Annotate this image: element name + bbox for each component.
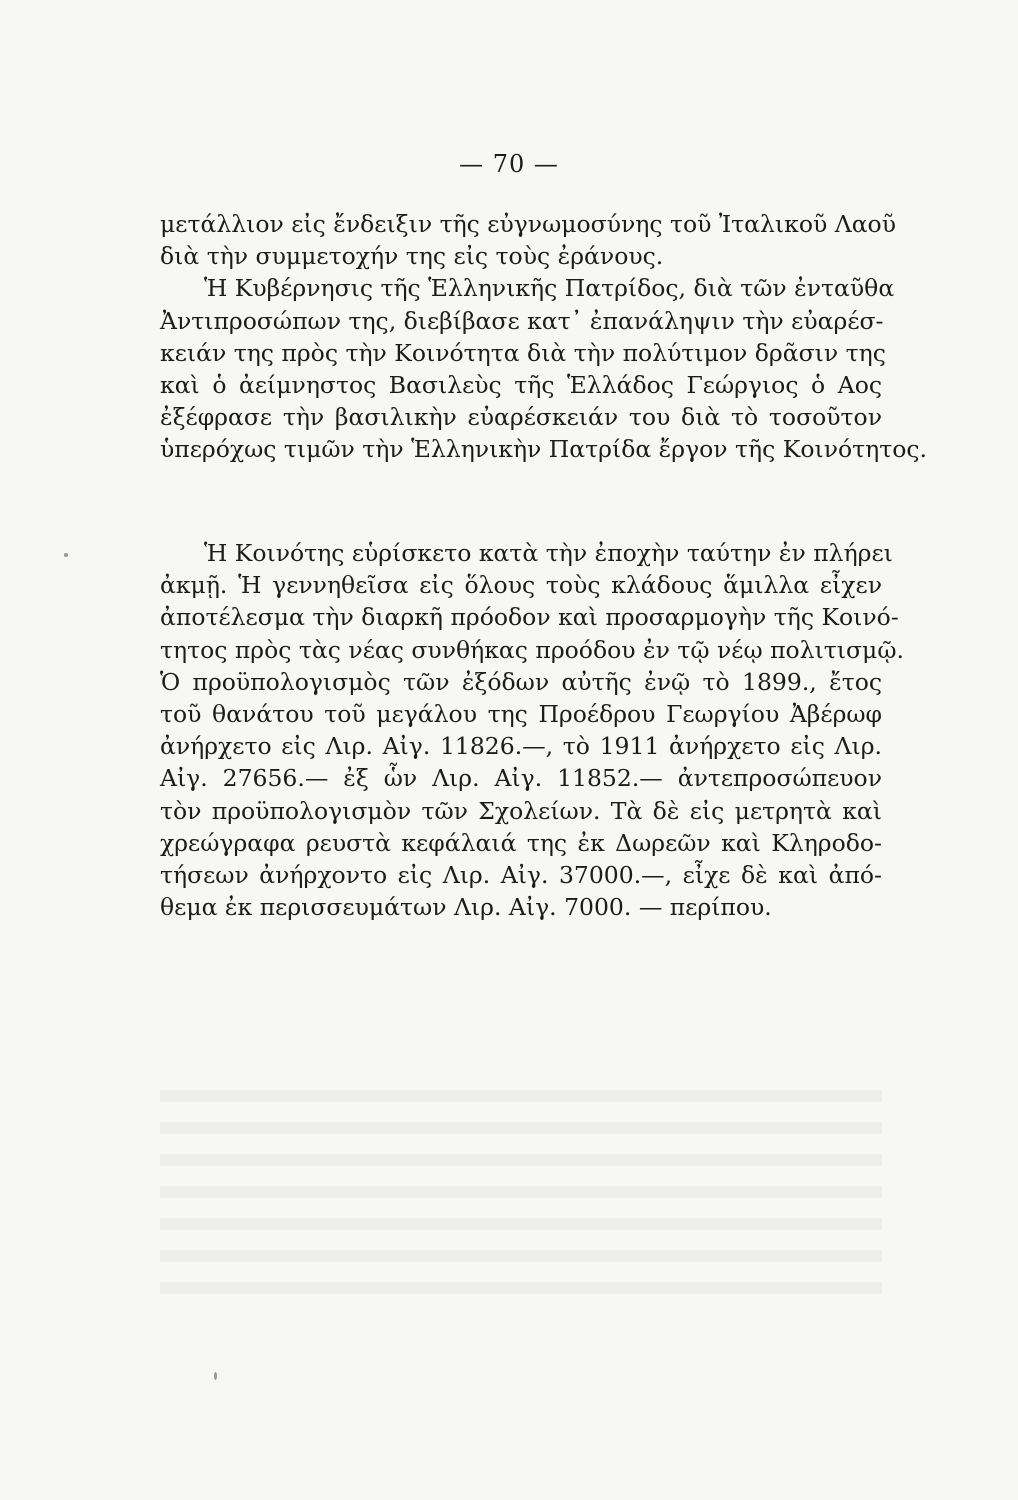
- paragraph-line: ὑπερόχως τιμῶν τὴν Ἑλληνικὴν Πατρίδα ἔργον τῆς Κοινότητος.: [160, 435, 927, 464]
- paragraph-line: Ὁ προϋπολογισμὸς τῶν ἐξόδων αὐτῆς ἐνῷ τὸ 1899., ἔτος: [160, 667, 882, 696]
- text-block-top: [160, 208, 927, 466]
- paragraph-line: Ἡ Κυβέρνησις τῆς Ἑλληνικῆς Πατρίδος, διὰ τῶν ἐνταῦθα: [204, 274, 895, 303]
- paragraph-line: ἀκμῇ. Ἡ γεννηθεῖσα εἰς ὅλους τοὺς κλάδους ἅμιλλα εἶχεν: [160, 571, 882, 600]
- paragraph-line: θεμα ἐκ περισσευμάτων Λιρ. Αἰγ. 7000. — περίπου.: [160, 893, 772, 922]
- paragraph-3: [160, 537, 904, 923]
- paragraph-line: Ἡ Κοινότης εὑρίσκετο κατὰ τὴν ἐποχὴν ταύτην ἐν πλήρει: [204, 539, 893, 567]
- paragraph-line: διὰ τὴν συμμετοχήν της εἰς τοὺς ἐράνους.: [160, 242, 664, 271]
- paragraph-line: τητος πρὸς τὰς νέας συνθήκας προόδου ἐν τῷ νέῳ πολιτισμῷ.: [160, 635, 904, 664]
- paragraph-1: [160, 208, 896, 272]
- paragraph-line: ἐξέφρασε τὴν βασιλικὴν εὐαρέσκειάν του διὰ τὸ τοσοῦτον: [160, 403, 882, 432]
- reverse-side-bleed-through: [160, 1080, 882, 1300]
- paragraph-2: [160, 272, 927, 465]
- paragraph-line: τήσεων ἀνήρχοντο εἰς Λιρ. Αἰγ. 37000.—, εἶχε δὲ καὶ ἀπό-: [160, 861, 882, 890]
- paragraph-line: καὶ ὁ ἀείμνηστος Βασιλεὺς τῆς Ἑλλάδος Γεώργιος ὁ Αος: [160, 371, 882, 400]
- paper-speck: [214, 1372, 217, 1380]
- text-block-bottom: [160, 537, 904, 923]
- paragraph-line: τοῦ θανάτου τοῦ μεγάλου της Προέδρου Γεωργίου Ἀβέρωφ: [160, 700, 882, 729]
- paragraph-line: κειάν της πρὸς τὴν Κοινότητα διὰ τὴν πολύτιμον δρᾶσιν της: [160, 338, 886, 367]
- paragraph-line: ἀποτέλεσμα τὴν διαρκῆ πρόοδον καὶ προσαρμογὴν τῆς Κοινό-: [160, 603, 899, 632]
- paper-speck: [64, 553, 68, 557]
- paragraph-line: ἀνήρχετο εἰς Λιρ. Αἰγ. 11826.—, τὸ 1911 ἀνήρχετο εἰς Λιρ.: [160, 732, 882, 761]
- paragraph-line: Αἰγ. 27656.— ἐξ ὧν Λιρ. Αἰγ. 11852.— ἀντεπροσώπευον: [160, 764, 882, 793]
- paragraph-line: χρεώγραφα ρευστὰ κεφάλαιά της ἐκ Δωρεῶν καὶ Κληροδο-: [160, 828, 882, 857]
- paragraph-line: μετάλλιον εἰς ἔνδειξιν τῆς εὐγνωμοσύνης τοῦ Ἰταλικοῦ Λαοῦ: [160, 210, 896, 238]
- paragraph-line: Ἀντιπροσώπων της, διεβίβασε κατ᾽ ἐπανάληψιν τὴν εὐαρέσ-: [160, 306, 884, 335]
- paragraph-line: τὸν προϋπολογισμὸν τῶν Σχολείων. Τὰ δὲ εἰς μετρητὰ καὶ: [160, 796, 882, 825]
- page-number: — 70 —: [459, 150, 559, 178]
